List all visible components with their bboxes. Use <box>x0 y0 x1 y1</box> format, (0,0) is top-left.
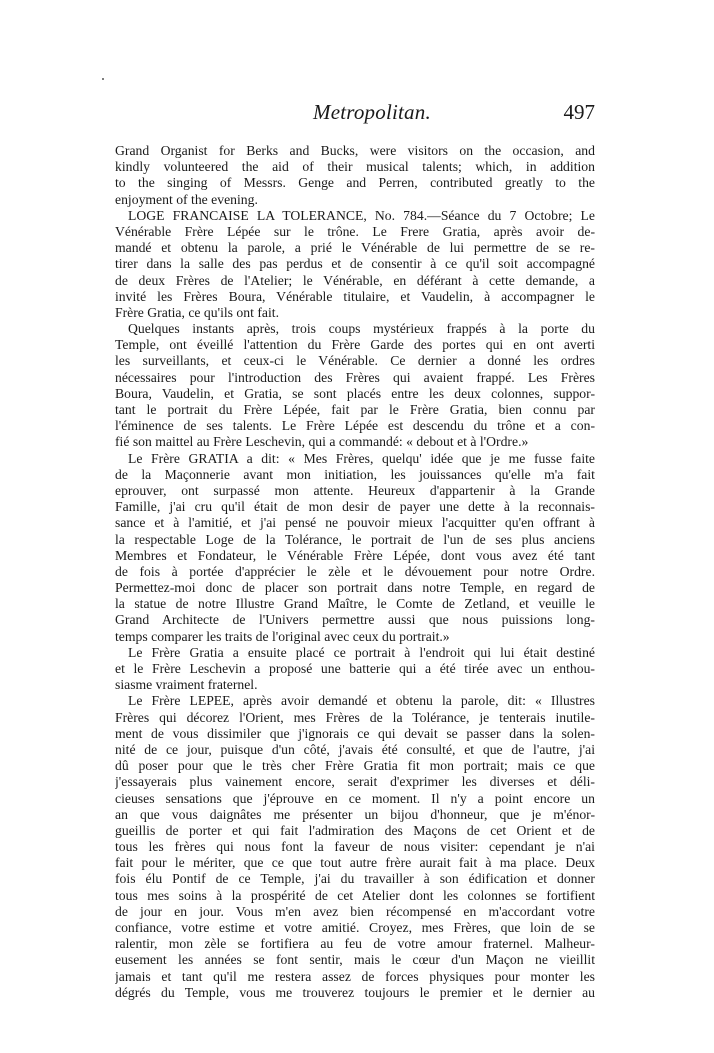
text-line: eprouver, ont surpassé mon attente. Heureux d'appartenir à la Grande <box>115 482 595 498</box>
text-line: an que vous daignâtes me présenter un bijou d'honneur, que je m'énor- <box>115 806 595 822</box>
text-line: sance et à l'amitié, et j'ai pensé ne pouvoir mieux l'acquitter qu'en offrant à <box>115 515 595 531</box>
running-head <box>115 100 595 126</box>
text-line: kindly volunteered the aid of their musical talents; which, in addition <box>115 159 595 175</box>
text-line: enjoyment of the evening. <box>115 191 258 207</box>
text-line: Permettez-moi donc de placer son portrait dans notre Temple, en regard de <box>115 580 595 596</box>
text-line: confiance, votre estime et votre amitié. Croyez, mes Frères, que loin de se <box>115 920 595 935</box>
text-line: ment de vous dissimiler que j'ignorais ce qui devait se passer dans la solen- <box>115 725 595 741</box>
text-line: tous mes soins à la prospérité de cet Atelier dont les colonnes se fortifient <box>115 887 595 903</box>
text-line: fois élu Pontif de ce Temple, j'ai du travailler à son édification et donner <box>115 871 595 887</box>
text-line: de deux Frères de l'Atelier; le Vénérable, en déférant à cette demande, a <box>115 272 595 288</box>
text-line: mandé et obtenu la parole, a prié le Vénérable de lui permettre de se re- <box>115 240 595 256</box>
text-line: Quelques instants après, trois coups mystérieux frappés à la porte du <box>128 321 595 337</box>
text-line: to the singing of Messrs. Genge and Perren, contributed greatly to the <box>115 175 595 191</box>
text-line: ralentir, mon zèle se fortifiera au feu de votre amour fraternel. Malheur- <box>115 936 595 952</box>
text-line: la respectable Loge de la Tolérance, le portrait de l'un de ses plus anciens <box>115 531 595 547</box>
text-line: siasme vraiment fraternel. <box>115 677 258 693</box>
text-line: cieuses sensations que j'éprouve en ce moment. Il n'y a point encore un <box>115 790 595 806</box>
text-line: invité les Frères Boura, Vénérable titulaire, et Vaudelin, à accompagner le <box>115 288 595 304</box>
text-line: Famille, j'ai cru qu'il était de mon desir de payer une dette à la reconnais- <box>115 499 595 515</box>
stray-ink-mark <box>102 78 104 80</box>
text-line: fié son maittel au Frère Leschevin, qui a commandé: « debout et à l'Ordre.» <box>115 434 529 450</box>
text-line: Membres et Fondateur, le Vénérable Frère Lépée, dont vous avez été tant <box>115 547 595 563</box>
text-line: Frère Gratia, ce qu'ils ont fait. <box>115 304 279 320</box>
text-line: tirer dans la salle des pas perdus et de consentir à ce qu'il soit accompagné <box>115 256 595 272</box>
text-line: tant le portrait du Frère Lépée, fait par le Frère Gratia, bien connu par <box>115 402 595 417</box>
text-line: nécessaires pour l'introduction des Frères qui avaient frappé. Les Frères <box>115 369 595 385</box>
text-line: l'éminence de ses talents. Le Frère Lépée est descendu du trône et a con- <box>115 418 595 434</box>
text-line: Le Frère GRATIA a dit: « Mes Frères, quelqu' idée que je me fusse faite <box>128 450 595 466</box>
text-line: de fois à portée d'apprécier le zèle et le dévouement pour notre Ordre. <box>115 563 595 579</box>
text-line: la statue de notre Illustre Grand Maître, le Comte de Zetland, et veuille le <box>115 596 595 612</box>
text-line: les surveillants, et ceux-ci le Vénérable. Ce dernier a donné les ordres <box>115 353 595 369</box>
text-line: Frères qui décorez l'Orient, mes Frères de la Tolérance, je tenterais inutile- <box>115 709 595 725</box>
text-line: eusement les années se font sentir, mais le cœur d'un Maçon ne vieillit <box>115 952 595 968</box>
text-line: Grand Architecte de l'Univers permettre aussi que nous puissions long- <box>115 612 595 628</box>
page-number: 497 <box>563 100 595 124</box>
text-line: de jour en jour. Vous m'en avez bien récompensé en m'accordant votre <box>115 903 595 919</box>
text-line: tous les frères qui nous font la faveur de nous visiter: cependant je n'ai <box>115 839 595 855</box>
text-line: de la Maçonnerie avant mon initiation, les jouissances qu'elle m'a fait <box>115 466 595 482</box>
text-line: Le Frère LEPEE, après avoir demandé et obtenu la parole, dit: « Illustres <box>128 693 595 709</box>
text-line: Temple, ont éveillé l'attention du Frère Garde des portes qui en ont averti <box>115 337 595 353</box>
text-line: j'essayerais plus vainement encore, serait d'exprimer les diverses et déli- <box>115 774 595 790</box>
running-title: Metropolitan. <box>313 100 431 124</box>
text-line: dégrés du Temple, vous me trouverez toujours le premier et le dernier au <box>115 984 595 1000</box>
text-line: Boura, Vaudelin, et Gratia, se sont placés entre les deux colonnes, suppor- <box>115 385 595 401</box>
text-line: Grand Organist for Berks and Bucks, were visitors on the occasion, and <box>115 143 595 158</box>
text-line: et le Frère Leschevin a proposé une batterie qui a été tirée avec un enthou- <box>115 661 595 676</box>
text-line: jamais et tant qu'il me restera assez de forces physiques pour monter les <box>115 968 595 984</box>
text-line: Le Frère Gratia a ensuite placé ce portrait à l'endroit qui lui était destiné <box>128 644 595 660</box>
text-line: gueillis de porter et qui fait l'admiration des Maçons de cet Orient et de <box>115 822 595 838</box>
text-line: fait pour le mériter, que ce que tout autre frère aurait fait à ma place. Deux <box>115 855 595 871</box>
body-text <box>115 143 595 1001</box>
text-line: dû poser pour que le très cher Frère Gratia fit mon portrait; mais ce que <box>115 758 595 774</box>
text-line: LOGE FRANCAISE LA TOLERANCE, No. 784.—Séance du 7 Octobre; Le <box>128 207 595 223</box>
text-line: temps comparer les traits de l'original avec ceux du portrait.» <box>115 628 450 644</box>
text-line: nité de ce jour, puisque d'un côté, j'avais été consulté, et que de l'autre, j'ai <box>115 741 595 757</box>
text-line: Vénérable Frère Lépée sur le trône. Le Frere Gratia, après avoir de- <box>115 223 595 239</box>
